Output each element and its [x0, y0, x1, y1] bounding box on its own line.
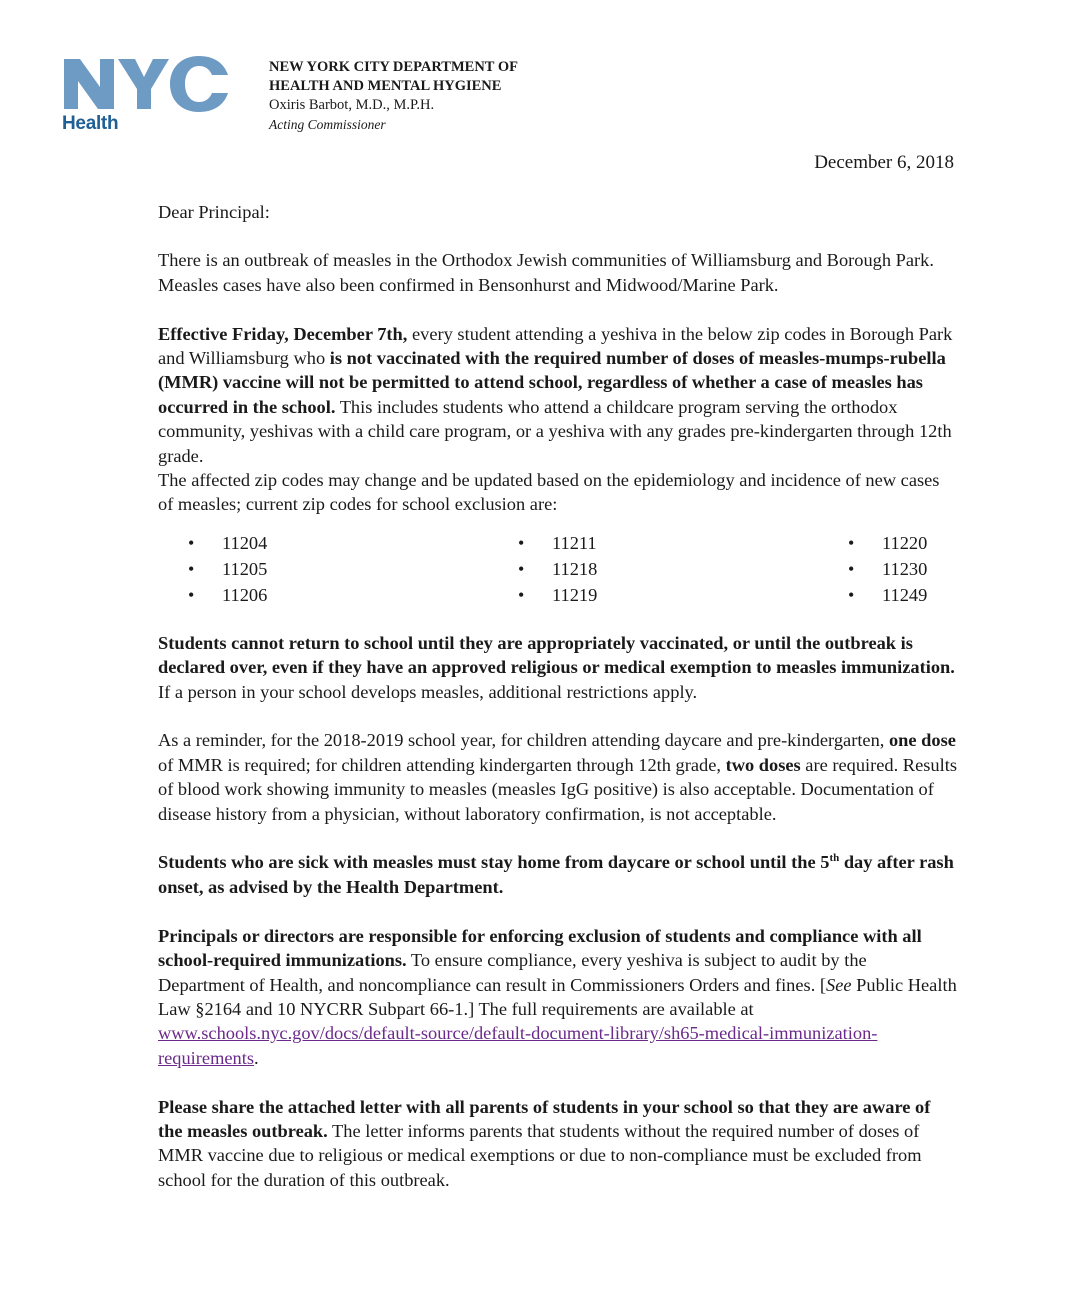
requirements-link[interactable]: www.schools.nyc.gov/docs/default-source/default-document-library/sh65-medical-immunization-requirements [158, 1023, 878, 1068]
emphasis-stay-home [158, 852, 954, 896]
zip-item: • 11219 [488, 582, 818, 608]
zip-item: • 11211 [488, 530, 818, 556]
letter-date: December 6, 2018 [814, 152, 954, 173]
paragraph-share-letter [158, 1095, 958, 1193]
paragraph-exclusion [158, 322, 958, 468]
zip-item: • 11205 [158, 556, 488, 582]
zip-item: • 11218 [488, 556, 818, 582]
paragraph-outbreak: There is an outbreak of measles in the Orthodox Jewish communities of Williamsburg and Borough Park. Measles cases have also been confirmed in Bensonhurst and Midwood/Marine Park. [158, 250, 934, 295]
emphasis-effective-date: Effective Friday, December 7th, [158, 323, 408, 344]
letter-body [158, 200, 958, 1217]
commissioner-title: Acting Commissioner [269, 117, 386, 132]
text-span: are required. Results of blood work showing immunity to measles (measles IgG positive) is also acceptable. Documentation of disease history from a physician, without laboratory confirmation, is not acceptable. [158, 754, 957, 824]
paragraph-reminder [158, 728, 958, 826]
paragraph-return [158, 631, 958, 704]
department-line-1: NEW YORK CITY DEPARTMENT OF [269, 59, 518, 75]
zip-item: • 11220 [818, 530, 958, 556]
zip-column-3 [818, 530, 958, 608]
text-span: every student attending a yeshiva in the below zip codes in Borough Park and Williamsburg who [158, 323, 953, 369]
emphasis-responsible: Principals or directors are responsible for enforcing exclusion of students and compliance with all school-required immunizations. [158, 925, 922, 971]
text-span: If a person in your school develops measles, additional restrictions apply. [158, 681, 698, 702]
zip-item: • 11206 [158, 582, 488, 608]
zip-column-1 [158, 530, 488, 608]
paragraph-sick-students [158, 850, 958, 899]
text-span: To ensure compliance, every yeshiva is subject to audit by the Department of Health, and noncompliance can result in Commissioners Orders and fines. [ [158, 950, 867, 995]
health-wordmark: Health [62, 113, 119, 134]
italic-see: See [826, 974, 852, 995]
nyc-logo-mark [62, 55, 232, 113]
text-span: The letter informs parents that students without the required number of doses of MMR vaccine due to religious or medical exemptions or due to non-compliance must be excluded from school for the duration of this outbreak. [158, 1120, 922, 1190]
salutation: Dear Principal: [158, 202, 270, 222]
text-span: Students who are sick with measles must stay home from daycare or school until the 5 [158, 852, 830, 873]
letterhead [269, 58, 518, 134]
paragraph-zip-intro: The affected zip codes may change and be updated based on the epidemiology and incidence of new cases of measles; current zip codes for school exclusion are: [158, 470, 940, 515]
zip-item: • 11230 [818, 556, 958, 582]
commissioner-name: Oxiris Barbot, M.D., M.P.H. [269, 97, 435, 113]
paragraph-compliance [158, 924, 958, 1070]
emphasis-cannot-return: Students cannot return to school until they are appropriately vaccinated, or until the outbreak is declared over, even if they have an approved religious or medical exemption to measles immunization. [158, 632, 955, 678]
emphasis-two-doses: two doses [725, 754, 801, 775]
text-span: . [254, 1047, 259, 1068]
text-span: day after rash onset, as advised by the Health Department. [158, 852, 954, 897]
nyc-health-logo [62, 55, 232, 140]
zip-item: • 11249 [818, 582, 958, 608]
zip-code-list [158, 530, 958, 608]
text-span: As a reminder, for the 2018-2019 school year, for children attending daycare and pre-kindergarten, [158, 730, 889, 751]
text-span: This includes students who attend a childcare program serving the orthodox community, yeshivas with a child care program, or a yeshiva with any grades pre-kindergarten through 12th grade. [158, 396, 952, 466]
emphasis-one-dose: one dose [888, 730, 956, 751]
text-span: of MMR is required; for children attending kindergarten through 12th grade, [158, 754, 726, 775]
emphasis-not-permitted: is not vaccinated with the required number of doses of measles-mumps-rubella (MMR) vaccine will not be permitted to attend school, regardless of whether a case of measles has occurred in the school. [158, 348, 946, 417]
emphasis-share: Please share the attached letter with all parents of students in your school so that they are aware of the measles outbreak. [158, 1096, 931, 1141]
text-span: Public Health Law §2164 and 10 NYCRR Subpart 66-1.] The full requirements are available at [158, 974, 957, 1019]
superscript: th [829, 852, 840, 865]
zip-column-2 [488, 530, 818, 608]
department-line-2: HEALTH AND MENTAL HYGIENE [269, 78, 502, 94]
zip-item: • 11204 [158, 530, 488, 556]
